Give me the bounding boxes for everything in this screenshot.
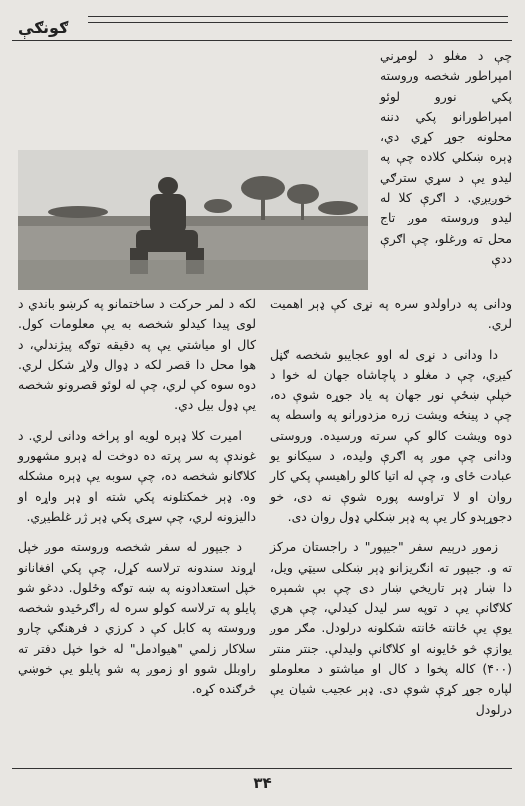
page-number: ۳۴ — [253, 774, 272, 792]
header-underline — [12, 40, 512, 41]
paragraph: چې د مغلو د لومړني امپراطور شخصه وروسته پکي نورو لوئو امپراطورانو پکي دننه محلونه جوړ کړي دي، ډېره ښکلي کلاده چې په لیدو یې د سړي سترګي خوږيږي. د اګرې کلا له لیدو وروسته موږ تاج محل ته ورغلو، چې اګرې ددې — [380, 48, 512, 266]
right-column-bottom — [270, 294, 512, 730]
header-rule-top — [88, 16, 508, 17]
paragraph: دا ودانی د نړی له اوو عجایبو شخصه ګڼل کیږي، چې د مغلو د پاچاشاه جهان له خوا د خپلې ښځې نور جهان په یاد جوړه شوې ده، چې د پینځه ویشت زره مزدورانو په واسطه په دوه ویشت کالو کې سرته ورسیده. وروستی ودانی چې موږ په اګرې ولیده، د سیکانو یو عبادت ځای و، چې له اتیا کالو راهیسې پکي کار روان او لا تراوسه پوره شوې نه دی، خو دجوړېدو کار یې په ډېر ښکلي ډول روان دی. — [270, 346, 512, 524]
right-column-top — [380, 46, 512, 279]
paragraph: د جیپور له سفر شخصه وروسته موږ خپل اړوند سندونه ترلاسه کړل، چې پکي افغانانو خپل استعدادونه په ښه توګه وځلول. ددغو شو پایلو په ترلاسه کولو سره له راګرځیدو شخصه وروسته په کابل کې د کرزي د فرهنګي چارو سلاکار زلمي "هیوادمل" له خوا خپل دفتر ته راوبلل شوو او زموږ په شو پایلو یې خوښي څرګنده کړه. — [18, 539, 256, 697]
photo-illustration — [18, 150, 368, 290]
paragraph: ودانی په دراولدو سره په نړی کې ډېر اهمیت لري. — [270, 296, 512, 332]
running-header-title: ګونګې — [18, 18, 69, 37]
paragraph: لکه د لمر حرکت د ساختمانو په کرښو باندي د لوی پیدا کیدلو شخصه به یې معلومات کول. کال او میاشتي یې په دقیقه توګه پیژندلي، د هوا محل دا قصر لکه د ډوال ولاړ شکل لري. دوه سوه کې لري، چې له لوئو قصرونو شخصه یې ډول بیل دي. — [18, 296, 256, 413]
header-rule-bottom — [88, 22, 508, 23]
footer-rule — [12, 768, 512, 769]
photo-figure — [18, 150, 368, 290]
left-column — [18, 294, 256, 710]
paragraph: امیرت کلا ډېره لویه او پراخه ودانی لري. د غوندې په سر پرته ده دوخت له ډېرو مشهورو کلاګانو شخصه ده، چې سوبه یې ډېره مشکله وه. ډېر خمکتلونه پکي شته او ډېر واړه او دالیزونه لري، چې سړی پکي ډېر ژر غلطیږي. — [18, 427, 256, 524]
paragraph: زموږ درېیم سفر "جیپور" د راجستان مرکز ته و. جیپور ته انګریزانو ډېر ښکلی سیټي ویل، دا ښار ډېر تاریخي ښار دی چې بې شمېره کلاګانې یې د توپه سر لیدل کیدلي، چې هري یوې یې ځانته ځانته شکلونه درلودل. مګر موږ یوازې څو ځایونه او کلاګانې ولیدلې. جنتر منتر (۴۰۰) کاله پخوا د کال او میاشتو د معلوملو لپاره جوړ کړې شوې دی. ډېر عجیب شیان یې درلودل — [270, 539, 512, 717]
